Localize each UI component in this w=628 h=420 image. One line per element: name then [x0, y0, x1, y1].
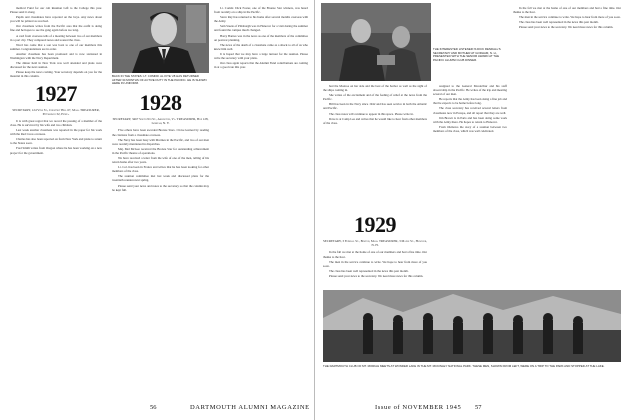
magazine-footer: DARTMOUTH ALUMNI MAGAZINE: [190, 404, 310, 411]
paragraph: Our class agent reports that the Alumni Fund contributions are coming in at a good rate this year.: [214, 61, 308, 70]
paragraph: The Navy has been busy with Marines in the Pacific, and two of our men were recently mentioned in dispatches.: [112, 137, 209, 146]
paragraph: Sam Steele of Pittsburgh was in Hanover for a visit during the summer and found the campus much changed.: [214, 24, 308, 33]
paragraph: Please send your news and notes to the secretary so that the column may be kept full.: [112, 183, 209, 192]
paragraph: Harry Barnes was in the news as one of the members of the committee on postwar planning.: [214, 33, 308, 42]
paragraph: In the fall we met at the home of one of our members and had a fine time. Our thanks to the host.: [323, 250, 427, 259]
paragraph: Our classmate writes from the Pacific area that the outfit is doing fine and he hopes to see the gang again before too long.: [10, 24, 102, 33]
paragraph: Another classmate has been promoted and is now stationed in Washington with the Navy Department.: [10, 51, 102, 61]
right-col3-text: [323, 250, 427, 278]
paragraph: From Okinawa the story of a reunion between two members of the class, which was well celebrated.: [433, 124, 507, 133]
paragraph: Last week another classmate was reported in the paper for his work with the Red Cross overseas.: [10, 128, 102, 137]
col1-more-text: [10, 119, 102, 155]
class-year-heading-1929: 1929: [354, 212, 396, 237]
paragraph: had the Monroe on her side and the best of the harbor as well as the sight of the ships coming in.: [323, 84, 427, 93]
paragraph: Please keep the news coming. Your secretary depends on you for the material in this column.: [10, 70, 102, 79]
class-year-heading-2: 1928: [139, 90, 182, 115]
secretary-info-1929: SECRETARY, 3 Federal St., Boston, Mass. TREASURER, 3 Maple St., Hanover, N. H.: [323, 239, 427, 248]
paragraph: We have received a letter from the wife of one of the men, telling of his return home after two years.: [112, 155, 209, 165]
paragraph: Pupils and classmates have reported on the boys. Any news about you will be printed as received.: [10, 15, 102, 24]
club-caption: THE DARTMOUTH CLUB OF MT. MORIAH MEETS AT WONDER LAKE IN THE MT. MCKINLEY NATIONAL PARK. THESE MEN, SHOWN FROM LEFT, WERE ON A TRIP TO THE PARK AND STOPPED AT THE LAKE.: [323, 364, 605, 368]
paragraph: Maj. Mel McGee received the Bronze Star for outstanding achievement in the Pacific theatre of operations.: [112, 146, 209, 155]
right-col4-text: [513, 6, 621, 29]
paragraph: Please send your news to the secretary. We need more news for this column.: [519, 25, 614, 30]
paragraph: Lt. Comdr. Dick Foster, one of the Bronze Star winners, was heard from recently on a ship in the Pacific.: [214, 6, 308, 15]
paragraph: Steve Ray has returned to his home after several months overseas with the Army.: [214, 15, 308, 24]
club-group-image: [323, 290, 621, 362]
secretary-info-2: SECRETARY, 3467 South 9th St., Arlington, Va. TREASURER, Box 128, Gorham, N. Y.: [112, 117, 209, 126]
column-1: [10, 6, 102, 400]
portrait-caption: BACK IN THE STATES: LT. COMDR. AL KITE '28 HAS RETURNED AFTER 34 MONTHS OF ACTIVE DUTY IN THE PACIFIC. HE IS SHOWN HERE IN UNIFORM.: [112, 74, 207, 86]
paragraph: Bill has been in the Navy since 1942 and has seen service in both the Atlantic and Pacific.: [323, 102, 427, 111]
column-2: [112, 88, 209, 400]
paragraph: A card from overseas tells of a meeting between two of our members in a port city. They compared notes and toasted the class.: [10, 33, 102, 42]
paragraph: Lt. Col. has been in France and writes that he has been looking for other members of the class.: [112, 165, 209, 174]
listener-caption: THE INTERESTED LISTENER IS DICK RENDALL'S SECRETARY AND MOTHER AT GORHAM, N. H., PRESENTED WITH THE SENIOR AWARD AT THE PACIFIC ALUMNI CLUB DINNER.: [433, 47, 501, 63]
right-col1-text: [433, 84, 507, 133]
paragraph: medical Fund for our cub Reunion Gift to the College this year. Please send it along.: [10, 6, 102, 15]
paragraph: Word has come that a son was born to one of our members this summer. Congratulations are in order.: [10, 42, 102, 51]
paragraph: It is hoped that we may have a large turnout for the reunion. Please write the secretary with your plans.: [214, 51, 308, 61]
portrait-image: [112, 3, 209, 73]
listener-image: [321, 3, 431, 81]
col1-text: [10, 6, 102, 79]
paragraph: The class notes will continue to appear in this space. Please write in.: [329, 111, 414, 116]
paragraph: He reports that the Army has been doing a fine job and that he expects to be home before long.: [433, 97, 507, 106]
paragraph: Dave is at Camp Lee and writes that he would like to hear from other members of the class.: [323, 116, 427, 125]
secretary-info: SECRETARY, 124 Vine St., Chestnut Hill 67, Mass. TREASURER, Pittsburgh 32, Penna.: [12, 107, 100, 116]
paragraph: Please send your news to the secretary. We need more news for this column.: [329, 273, 424, 278]
right-column-3: [513, 6, 621, 284]
listener-photo: [321, 3, 431, 81]
paragraph: She writes of the excitement and of the feeling of relief at the news from the Pacific.: [323, 93, 427, 102]
paragraph: The class has been well represented in the news this past month.: [329, 268, 409, 273]
right-page: [314, 0, 628, 420]
paragraph: Five others have been awarded Bronze Stars. I have learned by reading the citations from a classmate overseas.: [112, 128, 209, 137]
page-number: 56: [150, 404, 157, 411]
right-page-number: 57: [475, 404, 482, 411]
paragraph: The men in the service continue to write. We hope to hear from more of you soon.: [323, 259, 427, 268]
paragraph: The reunion committee met last week and discussed plans for the twentieth reunion next spring.: [112, 174, 209, 183]
column-3: [214, 6, 308, 400]
col2-text: [112, 128, 209, 191]
col3-text: [214, 6, 308, 69]
paragraph: Charles has also been reported on from New York and plans to return to the States soon.: [10, 137, 102, 146]
right-column-1929: [323, 210, 427, 284]
paragraph: The men in the service continue to write. We hope to hear from more of you soon.: [519, 15, 621, 20]
paragraph: In the fall we met at the home of one of our members and had a fine time. Our thanks to the host.: [513, 6, 621, 15]
paragraph: It is with great regret that we record the passing of a member of the class. He is survived by his wife and two children.: [10, 118, 102, 127]
paragraph: The class secretary has received several letters from classmates now in Europe, and all report that they are well.: [433, 106, 507, 115]
class-year-heading: 1927: [35, 80, 77, 106]
dartmouth-club-photo: [323, 290, 621, 362]
paragraph: Fred Smith writes from Oregon where he has been working on a new project for the government.: [10, 146, 102, 155]
issue-footer: Issue of NOVEMBER 1945: [375, 404, 462, 411]
officer-portrait-photo: [112, 3, 209, 73]
paragraph: The dinner held in New York was well attended and plans were discussed for the next reunion.: [10, 61, 102, 70]
paragraph: assigned to the General MacArthur and his staff aboard ship in the Pacific. He writes of the trip and meeting several of our men.: [433, 84, 507, 97]
paragraph: The class has been well represented in the news this past month.: [519, 20, 599, 25]
right-col2-text: [323, 84, 427, 125]
paragraph: Jim Brown is in Paris and has been doing some work with the Army there. He hopes to return to Hanover.: [433, 115, 507, 124]
paragraph: The news of the death of a classmate came as a shock to all of us who knew him well.: [214, 42, 308, 51]
right-column-1: [433, 84, 507, 284]
